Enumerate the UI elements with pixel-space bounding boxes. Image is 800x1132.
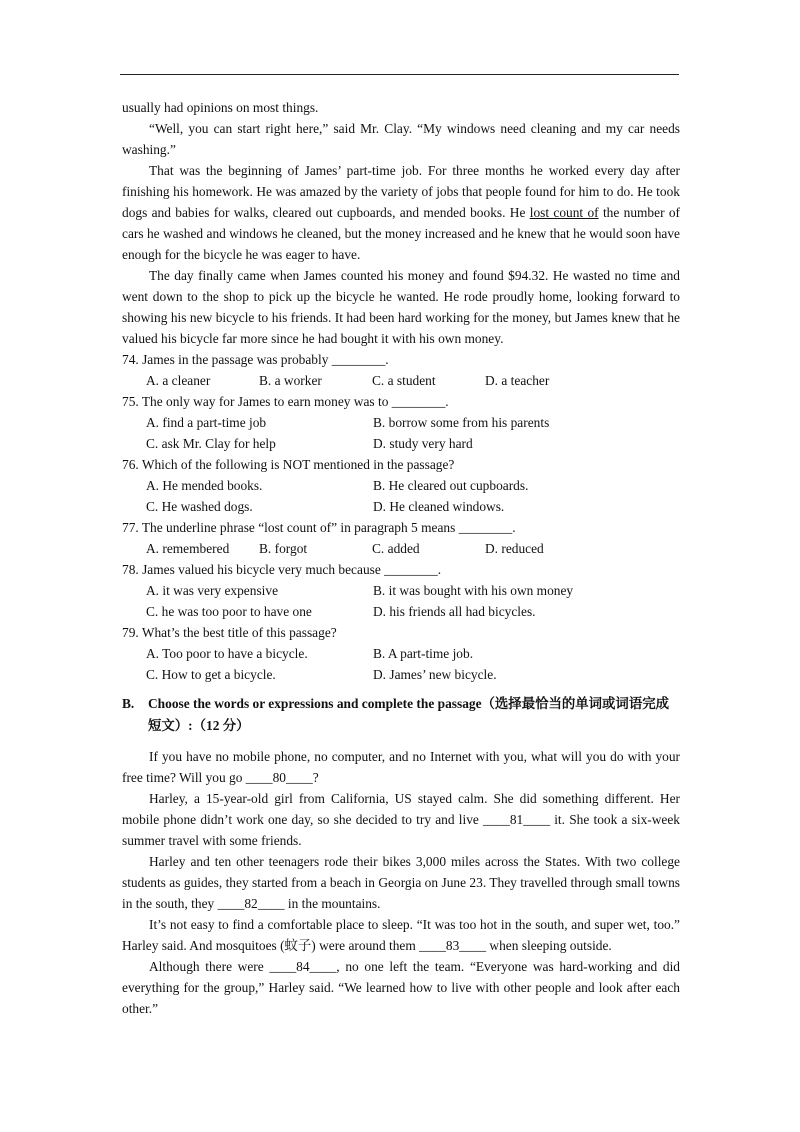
question-stem: 79. What’s the best title of this passage? <box>122 625 337 640</box>
option: C. He washed dogs. <box>146 499 253 514</box>
option-row <box>122 580 680 601</box>
passage-paragraph: “Well, you can start right here,” said Mr. Clay. “My windows need cleaning and my car needs washing.” <box>122 121 680 157</box>
paragraph-text: That was the beginning of James’ part-time job. For three months he worked every day after finishing his homework. He was amazed by the variety of jobs that people found for him to do. He took dogs and babies for walks, cleared out cupboards, and mended books. He <box>122 163 680 220</box>
passage-paragraph: Although there were ____84____, no one left the team. “Everyone was hard-working and did everything for the group,” Harley said. “We learned how to live with other people and look after each other.” <box>122 959 680 1016</box>
option-row <box>122 412 680 433</box>
option: A. Too poor to have a bicycle. <box>146 646 308 661</box>
passage-paragraph: It’s not easy to find a comfortable place to sleep. “It was too hot in the south, and super wet, too.” Harley said. And mosquitoes (蚊子) were around them ____83____ when sleeping outside. <box>122 917 680 953</box>
question-stem: 77. The underline phrase “lost count of” in paragraph 5 means ________. <box>122 520 516 535</box>
passage-paragraph: The day finally came when James counted his money and found $94.32. He wasted no time and went down to the shop to pick up the bicycle he wanted. He rode proudly home, looking forward to showing his new bicycle to his friends. It had been hard working for the money, but James knew that he valued his bicycle far more since he had bought it with his own money. <box>122 268 680 346</box>
question-stem: 74. James in the passage was probably ________. <box>122 352 389 367</box>
option: B. borrow some from his parents <box>373 415 550 430</box>
option: B. He cleared out cupboards. <box>373 478 529 493</box>
option: B. forgot <box>259 541 308 556</box>
option: D. study very hard <box>373 436 473 451</box>
option-row <box>122 370 680 391</box>
section-title: Choose the words or expressions and complete the passage（选择最恰当的单词或词语完成短文）:（12 分） <box>148 696 669 733</box>
option: A. a cleaner <box>146 373 211 388</box>
section-heading <box>122 693 680 737</box>
option-row <box>122 538 680 559</box>
passage-paragraph: Harley and ten other teenagers rode their bikes 3,000 miles across the States. With two college students as guides, they started from a beach in Georgia on June 23. They travelled through small towns in the south, they ____82____ in the mountains. <box>122 854 680 911</box>
underlined-phrase: lost count of <box>529 205 599 220</box>
option-row <box>122 643 680 664</box>
option: A. it was very expensive <box>146 583 279 598</box>
header-rule <box>120 74 679 75</box>
option-row <box>122 496 680 517</box>
option: D. a teacher <box>485 373 550 388</box>
option: B. it was bought with his own money <box>373 583 574 598</box>
option: C. a student <box>372 373 436 388</box>
question-stem: 75. The only way for James to earn money was to ________. <box>122 394 449 409</box>
passage-paragraph <box>122 160 680 265</box>
paragraph-text: the number of cars he washed and windows he cleaned, but the money increased and he knew that he would soon have enough for the bicycle he was eager to have. <box>122 205 681 262</box>
option: D. reduced <box>485 541 544 556</box>
option: A. He mended books. <box>146 478 263 493</box>
question-stem: 76. Which of the following is NOT mentioned in the passage? <box>122 457 455 472</box>
option: A. remembered <box>146 541 230 556</box>
passage-paragraph: usually had opinions on most things. <box>122 100 319 115</box>
option-row <box>122 475 680 496</box>
section-label: B. <box>122 696 135 711</box>
option-row <box>122 433 680 454</box>
option: D. James’ new bicycle. <box>373 667 497 682</box>
option-row <box>122 664 680 685</box>
passage-paragraph: If you have no mobile phone, no computer, and no Internet with you, what will you do with your free time? Will you go ____80____? <box>122 749 680 785</box>
option: B. a worker <box>259 373 322 388</box>
option: C. How to get a bicycle. <box>146 667 276 682</box>
option: C. ask Mr. Clay for help <box>146 436 276 451</box>
option: C. he was too poor to have one <box>146 604 312 619</box>
option: B. A part-time job. <box>373 646 474 661</box>
option-row <box>122 601 680 622</box>
page-content <box>122 97 680 1019</box>
option: C. added <box>372 541 420 556</box>
option: A. find a part-time job <box>146 415 267 430</box>
passage-paragraph: Harley, a 15-year-old girl from California, US stayed calm. She did something different. Her mobile phone didn’t work one day, so she decided to try and live ____81____ it. She took a six-week summer travel with some friends. <box>122 791 680 848</box>
option: D. He cleaned windows. <box>373 499 505 514</box>
option: D. his friends all had bicycles. <box>373 604 536 619</box>
question-stem: 78. James valued his bicycle very much because ________. <box>122 562 442 577</box>
